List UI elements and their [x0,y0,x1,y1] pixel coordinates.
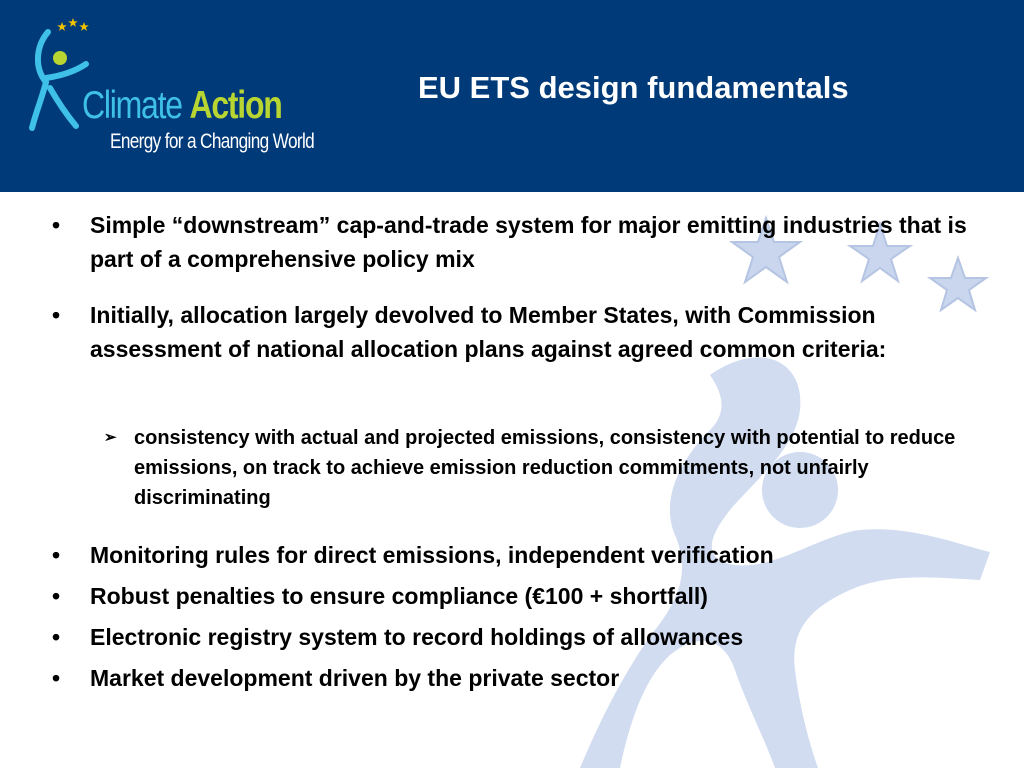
bullet-item [52,538,970,572]
slide-title: EU ETS design fundamentals [418,70,849,105]
bullet-item [52,620,970,654]
logo-word-action: Action [189,84,282,127]
bullet-text: Robust penalties to ensure compliance (€100 + shortfall) [90,583,708,609]
bullet-item [52,298,970,366]
bullet-marker: • [52,542,61,568]
bullet-marker: • [52,212,61,238]
logo-tagline: Energy for a Changing World [110,130,315,153]
bullet-text: Initially, allocation largely devolved to Member States, with Commission assessment of national allocation plans against agreed common criteria: [90,302,887,362]
logo-word-climate: Climate [82,84,182,127]
bullet-item [52,661,970,695]
sub-bullet-item [104,423,974,513]
bullet-marker: • [52,624,61,650]
bullet-text: Monitoring rules for direct emissions, independent verification [90,542,774,568]
bullet-marker: • [52,583,61,609]
arrow-bullet-icon: ➢ [104,429,117,446]
bullet-text: Market development driven by the private sector [90,665,620,691]
bullet-item [52,208,970,276]
sub-bullet-text: consistency with actual and projected emissions, consistency with potential to reduce emissions, on track to achieve emission reduction commitments, not unfairly discriminating [134,427,956,509]
bullet-marker: • [52,302,61,328]
bullet-text: Simple “downstream” cap-and-trade system for major emitting industries that is part of a comprehensive policy mix [90,212,967,272]
bullet-item [52,579,970,613]
bullet-marker: • [52,665,61,691]
bullet-text: Electronic registry system to record holdings of allowances [90,624,744,650]
